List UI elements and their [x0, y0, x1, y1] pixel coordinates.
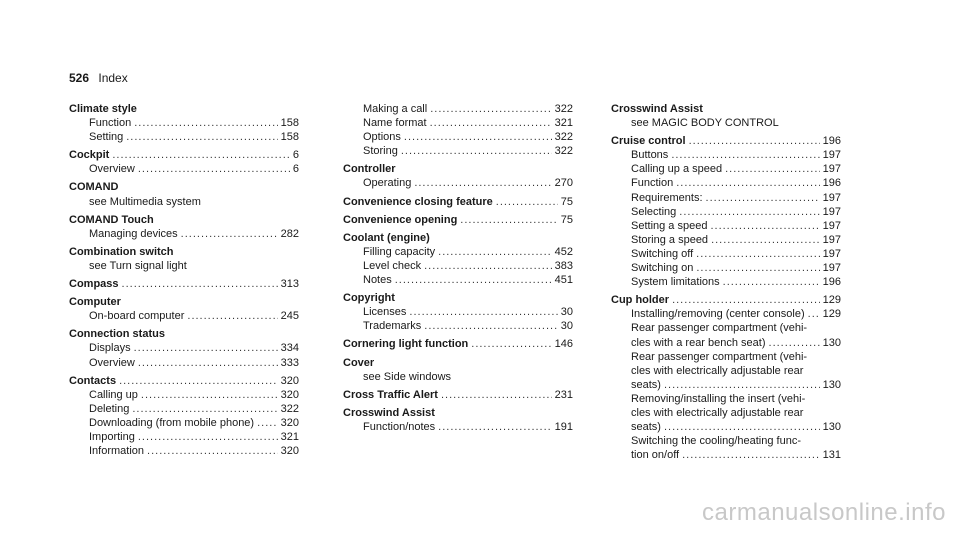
index-term-row — [343, 195, 573, 209]
subentry-label: On-board computer — [89, 310, 185, 323]
subentry-label: Rear passenger compartment (vehi- — [631, 350, 808, 363]
subentry-label: seats) — [631, 421, 661, 434]
leader-dots — [119, 374, 278, 388]
index-term: Crosswind Assist — [343, 406, 435, 419]
index-term: COMAND — [69, 181, 119, 194]
index-entry — [69, 277, 299, 291]
subentry-label: Information — [89, 445, 145, 458]
subentry-label: Name format — [363, 117, 427, 130]
subentry-label: Overview — [89, 163, 135, 176]
page-header — [69, 71, 128, 85]
page-ref: 320 — [280, 388, 299, 401]
page-ref: 321 — [554, 117, 573, 130]
subentry-label: seats) — [631, 378, 661, 391]
index-term-row — [611, 102, 841, 116]
index-term: Compass — [69, 278, 119, 291]
subentry-row — [69, 356, 299, 370]
index-term-row — [343, 231, 573, 245]
subentry-label: Rear passenger compartment (vehi- — [631, 322, 808, 335]
subentry-row — [611, 176, 841, 190]
leader-dots — [711, 233, 820, 247]
subentry-label: see Multimedia system — [89, 195, 201, 208]
watermark: carmanualsonline.info — [702, 499, 946, 526]
leader-dots — [808, 307, 820, 321]
page-ref: 245 — [280, 310, 299, 323]
subentry-label: tion on/off — [631, 449, 680, 462]
subentry-line — [611, 321, 841, 335]
subentry-label: Operating — [363, 177, 412, 190]
subentry-label: Importing — [89, 430, 135, 443]
index-entry — [69, 180, 299, 208]
index-term: Climate style — [69, 103, 137, 115]
page-ref: 30 — [560, 306, 573, 319]
index-term-row — [343, 337, 573, 351]
subentry-row — [343, 420, 573, 434]
page-title: Index — [98, 71, 128, 85]
subentry-row — [343, 176, 573, 190]
index-column-2 — [343, 102, 573, 434]
subentry-row — [611, 162, 841, 176]
page-ref: 196 — [822, 276, 841, 289]
subentry-label: Installing/removing (center console) — [631, 308, 805, 321]
index-term: Connection status — [69, 328, 165, 341]
leader-dots — [395, 273, 552, 287]
page-ref: 320 — [280, 374, 299, 387]
leader-dots — [438, 245, 552, 259]
leader-dots — [132, 402, 277, 416]
index-term: Copyright — [343, 292, 395, 305]
page-ref: 6 — [292, 163, 299, 176]
leader-dots — [134, 116, 277, 130]
subentry-row — [69, 416, 299, 430]
leader-dots — [430, 116, 552, 130]
subentry-row — [611, 219, 841, 233]
subentry-row — [69, 341, 299, 355]
subentry-row — [611, 247, 841, 261]
index-term: Convenience closing feature — [343, 195, 493, 208]
subentry-label: Requirements: — [631, 191, 703, 204]
leader-dots — [671, 148, 819, 162]
index-entry — [69, 245, 299, 273]
index-term: Cross Traffic Alert — [343, 388, 438, 401]
leader-dots — [672, 293, 820, 307]
subentry-label: Downloading (from mobile phone) — [89, 416, 255, 429]
subentry-line — [611, 364, 841, 378]
leader-dots — [147, 444, 278, 458]
page-ref: 313 — [280, 278, 299, 291]
page-ref: 129 — [822, 294, 841, 307]
subentry-row — [69, 388, 299, 402]
leader-dots — [181, 227, 278, 241]
page-ref: 191 — [554, 420, 573, 433]
leader-dots — [138, 162, 290, 176]
leader-dots — [676, 176, 819, 190]
leader-dots — [682, 448, 820, 462]
page-ref: 131 — [822, 449, 841, 462]
leader-dots — [723, 275, 820, 289]
leader-dots — [706, 191, 820, 205]
index-entry — [69, 213, 299, 241]
page-ref: 452 — [554, 245, 573, 258]
page-ref: 322 — [554, 145, 573, 158]
index-entry — [69, 374, 299, 459]
subentry-label: Setting — [89, 131, 124, 144]
index-term: Cornering light function — [343, 338, 469, 351]
subentry-label: Options — [363, 131, 401, 144]
subentry-row — [69, 227, 299, 241]
subentry-label: Trademarks — [363, 320, 422, 333]
page-ref: 270 — [554, 177, 573, 190]
index-entry — [343, 102, 573, 158]
page-ref: 321 — [280, 430, 299, 443]
subentry-label: Switching the cooling/heating func- — [631, 435, 801, 448]
leader-dots — [664, 420, 820, 434]
subentry-label: see Side windows — [363, 370, 452, 383]
subentry-row — [611, 420, 841, 434]
index-entry — [343, 162, 573, 190]
page-ref: 129 — [822, 308, 841, 321]
page-ref: 197 — [822, 205, 841, 218]
subentry-row — [343, 370, 573, 384]
index-term-row — [69, 295, 299, 309]
subentry-label: cles with a rear bench seat) — [631, 336, 766, 349]
index-term-row — [343, 356, 573, 370]
index-term-row — [611, 293, 841, 307]
leader-dots — [424, 319, 557, 333]
subentry-label: Storing — [363, 145, 398, 158]
subentry-row — [611, 307, 841, 321]
leader-dots — [122, 277, 278, 291]
subentry-label: Setting a speed — [631, 219, 708, 232]
page-ref: 158 — [280, 117, 299, 130]
leader-dots — [424, 259, 552, 273]
subentry-row — [69, 259, 299, 273]
page-ref: 130 — [822, 378, 841, 391]
subentry-label: Licenses — [363, 306, 407, 319]
subentry-line — [611, 406, 841, 420]
leader-dots — [112, 148, 290, 162]
subentry-row — [69, 130, 299, 144]
index-entry — [69, 327, 299, 369]
subentry-row — [343, 144, 573, 158]
leader-dots — [414, 176, 551, 190]
leader-dots — [401, 144, 552, 158]
subentry-label: Overview — [89, 356, 135, 369]
page-ref: 197 — [822, 149, 841, 162]
index-entry — [69, 148, 299, 176]
page-ref: 322 — [554, 131, 573, 144]
subentry-label: Deleting — [89, 402, 130, 415]
subentry-row — [343, 273, 573, 287]
subentry-row — [69, 195, 299, 209]
subentry-label: see Turn signal light — [89, 259, 187, 272]
leader-dots — [141, 388, 278, 402]
page-ref: 158 — [280, 131, 299, 144]
page-ref: 197 — [822, 219, 841, 232]
index-term: Controller — [343, 163, 396, 176]
page-number: 526 — [69, 71, 90, 85]
index-term-row — [69, 245, 299, 259]
page-ref: 130 — [822, 336, 841, 349]
index-term: Cockpit — [69, 149, 110, 162]
leader-dots — [126, 130, 277, 144]
leader-dots — [689, 134, 820, 148]
index-term: Combination switch — [69, 245, 174, 258]
page-ref: 231 — [554, 388, 573, 401]
index-entry — [611, 134, 841, 289]
index-term: Convenience opening — [343, 213, 458, 226]
leader-dots — [679, 205, 819, 219]
page-ref: 197 — [822, 262, 841, 275]
index-entry — [343, 337, 573, 351]
index-entry — [343, 195, 573, 209]
index-term: Cup holder — [611, 294, 670, 307]
index-term: COMAND Touch — [69, 213, 154, 226]
leader-dots — [696, 247, 819, 261]
subentry-row — [611, 275, 841, 289]
subentry-row — [611, 261, 841, 275]
subentry-label: Calling up — [89, 388, 138, 401]
index-column-1 — [69, 102, 299, 458]
index-term-row — [343, 213, 573, 227]
page-ref: 6 — [292, 149, 299, 162]
subentry-label: Displays — [89, 342, 131, 355]
index-entry — [343, 231, 573, 287]
leader-dots — [471, 337, 551, 351]
page-ref: 320 — [280, 416, 299, 429]
subentry-label: cles with electrically adjustable rear — [631, 406, 804, 419]
subentry-row — [69, 430, 299, 444]
subentry-row — [343, 305, 573, 319]
index-term-row — [343, 406, 573, 420]
subentry-label: Calling up a speed — [631, 163, 723, 176]
subentry-row — [611, 205, 841, 219]
page-ref: 282 — [280, 227, 299, 240]
leader-dots — [430, 102, 551, 116]
index-term-row — [343, 291, 573, 305]
subentry-label: Function — [89, 117, 132, 130]
page-ref: 75 — [560, 195, 573, 208]
leader-dots — [138, 356, 278, 370]
subentry-row — [343, 102, 573, 116]
leader-dots — [134, 341, 278, 355]
leader-dots — [441, 388, 552, 402]
subentry-label: Function — [631, 177, 674, 190]
subentry-label: Storing a speed — [631, 233, 709, 246]
index-entry — [343, 406, 573, 434]
index-term-row — [343, 162, 573, 176]
subentry-row — [69, 444, 299, 458]
leader-dots — [187, 309, 277, 323]
index-term-row — [69, 374, 299, 388]
index-term: Computer — [69, 296, 121, 309]
page-ref: 75 — [560, 213, 573, 226]
page-ref: 197 — [822, 191, 841, 204]
page-ref: 30 — [560, 320, 573, 333]
index-term-row — [69, 148, 299, 162]
subentry-row — [343, 259, 573, 273]
leader-dots — [496, 195, 558, 209]
subentry-label: Managing devices — [89, 227, 178, 240]
page-ref: 130 — [822, 421, 841, 434]
subentry-row — [343, 245, 573, 259]
index-term-row — [69, 102, 299, 116]
subentry-label: Buttons — [631, 149, 669, 162]
index-entry — [611, 102, 841, 130]
page-ref: 334 — [280, 342, 299, 355]
subentry-label: cles with electrically adjustable rear — [631, 364, 804, 377]
leader-dots — [725, 162, 820, 176]
index-entry — [69, 295, 299, 323]
subentry-row — [611, 148, 841, 162]
page-ref: 333 — [280, 356, 299, 369]
page-ref: 196 — [822, 177, 841, 190]
subentry-label: Switching on — [631, 262, 694, 275]
subentry-label: Notes — [363, 274, 392, 287]
subentry-label: Filling capacity — [363, 245, 436, 258]
leader-dots — [710, 219, 819, 233]
leader-dots — [138, 430, 278, 444]
subentry-label: Selecting — [631, 205, 677, 218]
index-term-row — [69, 277, 299, 291]
subentry-label: Switching off — [631, 247, 694, 260]
index-term-row — [69, 213, 299, 227]
leader-dots — [409, 305, 557, 319]
subentry-row — [343, 319, 573, 333]
index-term-row — [343, 388, 573, 402]
subentry-row — [69, 162, 299, 176]
index-term: Cover — [343, 356, 375, 369]
leader-dots — [696, 261, 819, 275]
index-term: Cruise control — [611, 135, 686, 148]
subentry-label: Level check — [363, 259, 422, 272]
subentry-row — [611, 378, 841, 392]
subentry-row — [69, 116, 299, 130]
page-ref: 322 — [280, 402, 299, 415]
subentry-label: System limitations — [631, 276, 720, 289]
index-entry — [69, 102, 299, 144]
leader-dots — [769, 336, 820, 350]
leader-dots — [404, 130, 552, 144]
index-term: Crosswind Assist — [611, 103, 703, 115]
subentry-label: Function/notes — [363, 420, 436, 433]
index-entry — [611, 293, 841, 462]
subentry-row — [343, 130, 573, 144]
subentry-line — [611, 392, 841, 406]
page-ref: 383 — [554, 259, 573, 272]
page-ref: 196 — [822, 135, 841, 148]
page-ref: 451 — [554, 274, 573, 287]
subentry-row — [69, 402, 299, 416]
subentry-label: see MAGIC BODY CONTROL — [631, 117, 779, 130]
subentry-row — [69, 309, 299, 323]
index-term: Coolant (engine) — [343, 231, 430, 244]
page-ref: 146 — [554, 338, 573, 351]
leader-dots — [460, 213, 557, 227]
subentry-row — [611, 448, 841, 462]
leader-dots — [438, 420, 551, 434]
index-term-row — [69, 180, 299, 194]
page-ref: 197 — [822, 233, 841, 246]
index-term-row — [611, 134, 841, 148]
index-term-row — [69, 327, 299, 341]
subentry-row — [343, 116, 573, 130]
index-entry — [343, 291, 573, 333]
index-column-3 — [611, 102, 841, 462]
leader-dots — [664, 378, 820, 392]
subentry-row — [611, 336, 841, 350]
subentry-line — [611, 350, 841, 364]
leader-dots — [257, 416, 278, 430]
subentry-row — [611, 191, 841, 205]
index-term: Contacts — [69, 374, 117, 387]
subentry-line — [611, 434, 841, 448]
subentry-label: Making a call — [363, 103, 428, 115]
page-ref: 197 — [822, 163, 841, 176]
page-ref: 320 — [280, 445, 299, 458]
index-entry — [343, 356, 573, 384]
page-ref: 322 — [554, 103, 573, 115]
page-ref: 197 — [822, 247, 841, 260]
subentry-row — [611, 116, 841, 130]
index-entry — [343, 213, 573, 227]
index-entry — [343, 388, 573, 402]
subentry-label: Removing/installing the insert (vehi- — [631, 392, 806, 405]
subentry-row — [611, 233, 841, 247]
